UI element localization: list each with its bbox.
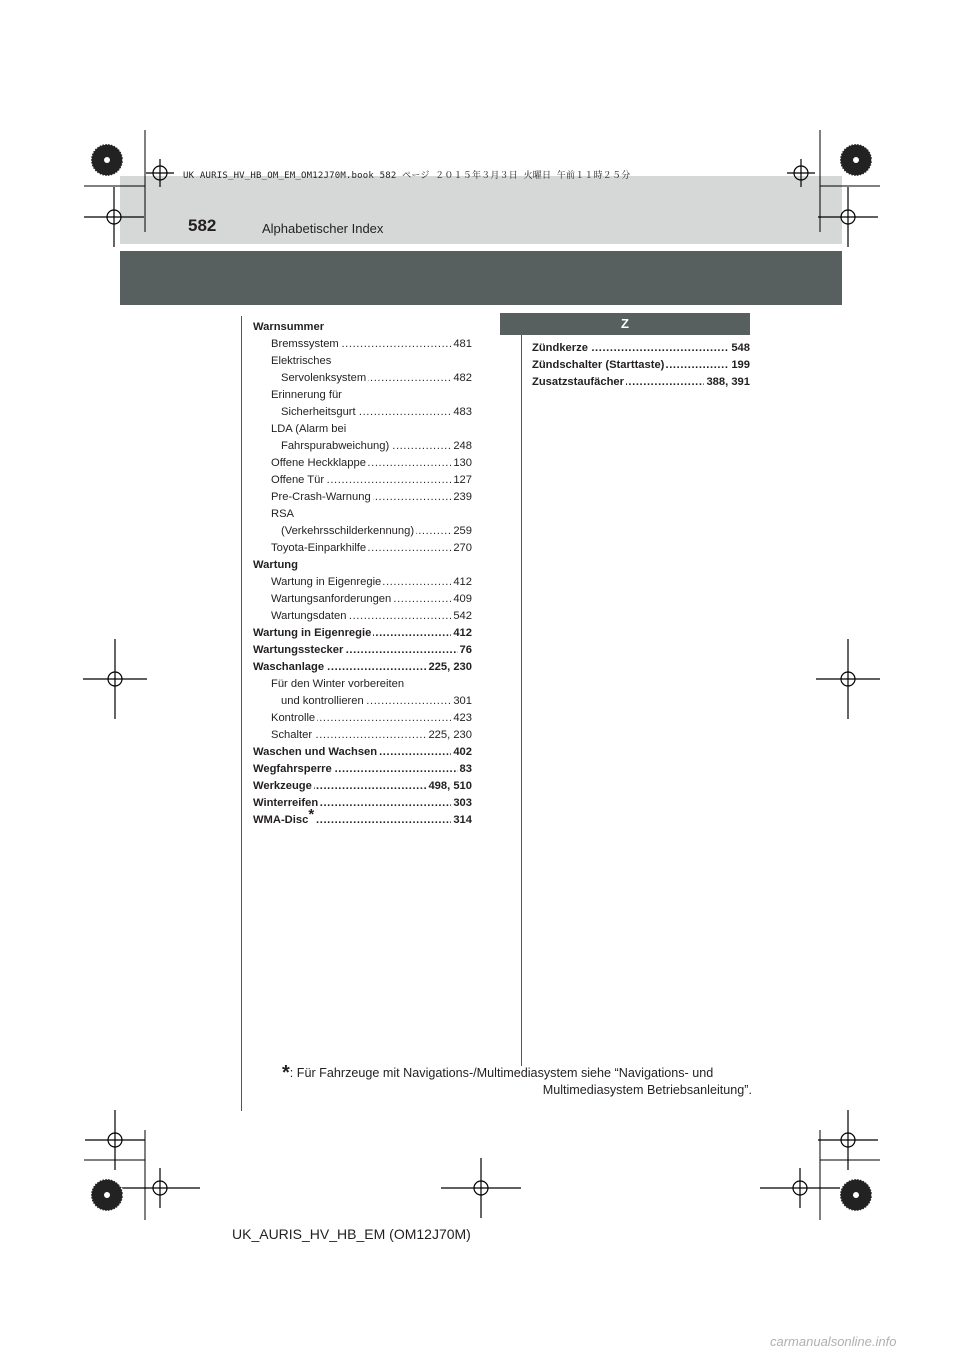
index-heading-wartung: Wartung: [253, 559, 298, 571]
page-number: 582: [188, 216, 217, 235]
section-title: Alphabetischer Index: [262, 221, 384, 236]
footnote-asterisk: *: [308, 806, 315, 823]
letter-header-z: Z: [500, 313, 750, 335]
print-info-line: UK AURIS_HV_HB_OM_EM_OM12J70M.book 582 ページ ２０１５年３月３日 火曜日 午前１１時２５分: [183, 171, 631, 181]
document-code: UK_AURIS_HV_HB_EM (OM12J70M): [232, 1226, 471, 1242]
index-entry-line: Elektrisches: [271, 355, 332, 367]
footnote: *: Für Fahrzeuge mit Navigations-/Multimediasystem siehe “Navigations- und Multimediasystem Betriebsanleitung”.: [282, 1062, 752, 1097]
index-entry-line: LDA (Alarm bei: [271, 423, 347, 435]
index-heading-warnsummer: Warnsummer: [253, 321, 325, 333]
index-entry-line: Für den Winter vorbereiten: [271, 678, 405, 690]
index-entry-line: RSA: [271, 508, 295, 520]
index-entry-line: Erinnerung für: [271, 389, 342, 401]
watermark: carmanualsonline.info: [770, 1334, 897, 1349]
